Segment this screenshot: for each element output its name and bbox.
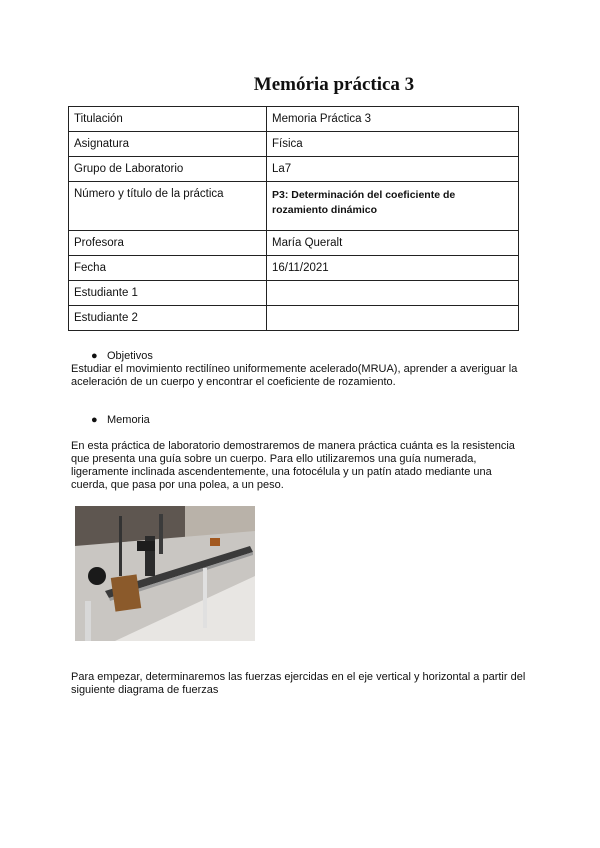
table-row xyxy=(69,231,519,256)
row-value: Memoria Práctica 3 xyxy=(267,107,519,132)
memoria-heading-text: Memoria xyxy=(107,414,150,426)
table-row xyxy=(69,256,519,281)
row-label: Grupo de Laboratorio xyxy=(69,157,267,182)
row-value: La7 xyxy=(267,157,519,182)
document-title: Memória práctica 3 xyxy=(253,74,415,95)
row-label: Profesora xyxy=(69,231,267,256)
info-table xyxy=(68,106,519,331)
objetivos-paragraph: Estudiar el movimiento rectilíneo uniformemente acelerado(MRUA), aprender a averiguar la aceleración de un cuerpo y encontrar el coeficiente de rozamiento. xyxy=(71,363,518,388)
row-label: Número y título de la práctica xyxy=(69,182,267,231)
table-row xyxy=(69,182,519,231)
row-value: Física xyxy=(267,132,519,157)
bullet-icon: ● xyxy=(91,414,98,426)
objetivos-heading-text: Objetivos xyxy=(107,350,153,362)
row-label: Fecha xyxy=(69,256,267,281)
row-value xyxy=(267,182,519,231)
row-value xyxy=(267,306,519,331)
row-value xyxy=(267,281,519,306)
row-label: Asignatura xyxy=(69,132,267,157)
row-value: María Queralt xyxy=(267,231,519,256)
practice-title: P3: Determinación del coeficiente de rozamiento dinámico xyxy=(272,189,456,216)
table-row xyxy=(69,281,519,306)
row-label: Estudiante 1 xyxy=(69,281,267,306)
table-row xyxy=(69,107,519,132)
row-value: 16/11/2021 xyxy=(267,256,519,281)
row-label: Estudiante 2 xyxy=(69,306,267,331)
memoria-heading xyxy=(91,414,150,426)
row-label: Titulación xyxy=(69,107,267,132)
objetivos-heading xyxy=(91,350,153,362)
table-row xyxy=(69,157,519,182)
lab-setup-photo xyxy=(75,506,255,641)
closing-paragraph: Para empezar, determinaremos las fuerzas ejercidas en el eje vertical y horizontal a partir del siguiente diagrama de fuerzas xyxy=(71,671,526,696)
table-row xyxy=(69,132,519,157)
memoria-paragraph: En esta práctica de laboratorio demostraremos de manera práctica cuánta es la resistencia que presenta una guía sobre un cuerpo. Para ello utilizaremos una guía numerada, ligeramente inclinada ascendentemente, una fotocélula y un patín atado mediante una cuerda, que pasa por una polea, a un peso. xyxy=(71,440,515,491)
table-row xyxy=(69,306,519,331)
bullet-icon: ● xyxy=(91,350,98,362)
